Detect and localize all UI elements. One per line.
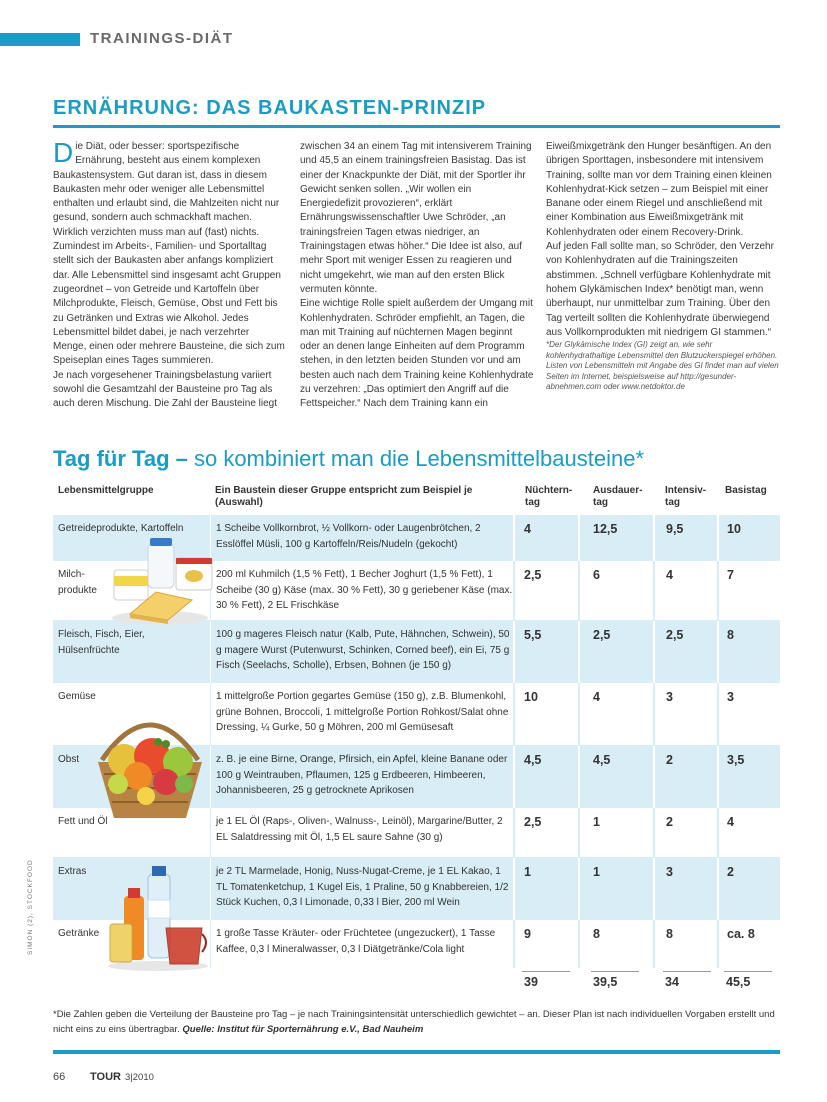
row-intensive-value: 8: [653, 920, 717, 968]
row-group: Extras: [58, 866, 87, 877]
row-fasting-value: 4,5: [513, 746, 578, 808]
row-intensive-value: 2: [653, 746, 717, 808]
row-group: Gemüse: [58, 691, 96, 702]
row-fasting-value: 10: [513, 683, 578, 745]
row-base-value: ca. 8: [717, 920, 780, 968]
section-label: TRAININGS-DIÄT: [90, 30, 234, 47]
article-column-1: [53, 137, 285, 412]
row-description: 200 ml Kuhmilch (1,5 % Fett), 1 Becher Joghurt (1,5 % Fett), 1 Scheibe (30 g) Käse (max. 30 % Fett), 30 g geriebener Käse (max. 30 % Fett), 2 EL Frischkäse: [210, 561, 513, 620]
header-fasting-day: Nüchtern-tag: [525, 485, 573, 508]
row-fasting-value: 9: [513, 920, 578, 968]
row-intensive-value: 2,5: [653, 621, 717, 683]
total-endurance: 39,5: [593, 975, 618, 989]
row-description: 1 große Tasse Kräuter- oder Früchtetee (ungezuckert), 1 Tasse Kaffee, 0,3 l Mineralwasser, 0,3 l Diätgetränke/Cola light: [210, 920, 513, 968]
header-group: Lebensmittelgruppe: [58, 485, 154, 496]
fruit-basket-image: [94, 700, 206, 828]
row-description: 1 Scheibe Vollkornbrot, ½ Vollkorn- oder Laugenbrötchen, 2 Esslöffel Müsli, 100 g Kartoffeln/Reis/Nudeln (gekocht): [210, 515, 513, 561]
beverages-image: [106, 860, 210, 972]
table-title-bold: Tag für Tag –: [53, 446, 188, 471]
row-intensive-value: 2: [653, 808, 717, 857]
article-paragraph: Eine wichtige Rolle spielt außerdem der Umgang mit Kohlenhydraten. Schröder empfiehlt, an Tagen, die man mit Training auf nüchternen Magen beginnt oder an denen lange Einheiten auf dem Programm stehen, in den letzten beiden Stunden vor und am besten auch nach dem Training keine Kohlenhydrate zu verzehren: „Das optimiert den Angriff auf die Fettspeicher.“ Nach dem Training kann ein: [300, 298, 534, 410]
row-endurance-value: 1: [578, 808, 653, 857]
row-intensive-value: 4: [653, 561, 717, 620]
table-footnote-source: Quelle: Institut für Sporternährung e.V., Bad Nauheim: [182, 1024, 424, 1035]
article-paragraph: zwischen 34 an einem Tag mit intensiverem Training und 45,5 an einem trainingsfreien Basistag. Das ist einer der Knackpunkte der Diät, mit der Sportler ihr Gewicht senken sollen. „Wir wollen ein Energiedefizit provozieren“, erklärt Ernährungswissenschaftler Uwe Schröder, „an trainingsfreien Tagen etwas niedriger, an Trainingstagen etwas höher.“ Die Idee ist also, auf mehr Sport mit weniger Essen zu reagieren und nicht umgekehrt, wie man auf den ersten Blick vermuten könnte.: [300, 141, 532, 295]
row-endurance-value: 2,5: [578, 621, 653, 683]
row-endurance-value: 6: [578, 561, 653, 620]
row-base-value: 2: [717, 858, 780, 920]
total-intensive: 34: [665, 975, 679, 989]
glycemic-index-footnote: *Der Glykämische Index (GI) zeigt an, wie sehr kohlenhydrathaltige Lebensmittel den Blutzuckerspiegel erhöhen. Listen von Lebensmitteln mit Angabe des GI findet man auf vielen Seiten im Internet, beispielsweise auf http://gesunder-abnehmen.com oder www.netdoktor.de: [546, 340, 779, 392]
magazine-name: TOUR: [90, 1071, 121, 1083]
row-fasting-value: 4: [513, 515, 578, 561]
row-group: Obst: [58, 754, 80, 765]
row-base-value: 3: [717, 683, 780, 745]
total-base: 45,5: [726, 975, 751, 989]
bottom-rule: [53, 1050, 780, 1054]
page-number: 66: [53, 1071, 66, 1083]
row-description: 1 mittelgroße Portion gegartes Gemüse (150 g), z.B. Blumenkohl, grüne Bohnen, Broccoli, 1 mittelgroße Portion Rohkost/Salat ohne Dressing, ¼ Gurke, 50 g Möhren, 200 ml Gemüsesaft: [210, 683, 513, 745]
row-endurance-value: 1: [578, 858, 653, 920]
total-rule: [522, 971, 570, 972]
photo-credit: SIMON (2), STOCKFOOD: [27, 859, 34, 955]
row-base-value: 7: [717, 561, 780, 620]
row-intensive-value: 9,5: [653, 515, 717, 561]
row-fasting-value: 2,5: [513, 561, 578, 620]
header-base-day: Basistag: [725, 485, 767, 496]
magazine-issue: 3|2010: [125, 1072, 154, 1083]
row-description: z. B. je eine Birne, Orange, Pfirsich, ein Apfel, kleine Banane oder 100 g Weintrauben, Pflaumen, 125 g Erdbeeren, Himbeeren, Johannisbeeren, 25 g getrocknete Aprikosen: [210, 746, 513, 808]
row-group: Getränke: [58, 928, 100, 939]
row-description: 100 g mageres Fleisch natur (Kalb, Pute, Hähnchen, Schwein), 50 g magere Wurst (Putenwurst, Schinken, Corned beef), ein Ei, 75 g Fisch (Seelachs, Scholle), Erbsen, Bohnen (je 150 g): [210, 621, 513, 683]
row-base-value: 8: [717, 621, 780, 683]
article-column-3: [546, 140, 780, 393]
article-paragraph: Auf jeden Fall sollte man, so Schröder, den Verzehr von Kohlenhydraten auf die Trainingszeiten abstimmen. „Schnell verfügbare Kohlenhydrate mit hohem Glykämischen Index* benötigt man, wenn überhaupt, nur unmittelbar zum Training. Über den Tag verteilt sollten die Kohlenhydrate überwiegend aus Vollkornprodukten mit niedrigem GI stammen.“: [546, 241, 774, 338]
header-intensive-day: Intensiv-tag: [665, 485, 707, 508]
row-endurance-value: 8: [578, 920, 653, 968]
total-rule: [591, 971, 639, 972]
article-headline: ERNÄHRUNG: DAS BAUKASTEN-PRINZIP: [53, 97, 487, 119]
header-endurance-day: Ausdauer-tag: [593, 485, 643, 508]
total-rule: [724, 971, 772, 972]
row-group: Milch-produkte: [58, 569, 97, 596]
table-footnote: [53, 1007, 780, 1037]
row-group: Fett und Öl: [58, 816, 108, 827]
total-rule: [663, 971, 711, 972]
dairy-products-image: [110, 536, 215, 626]
article-column-2: [300, 140, 534, 412]
table-row: [53, 621, 780, 683]
row-group: Fleisch, Fisch, Eier, Hülsenfrüchte: [58, 629, 145, 656]
section-color-bar: [0, 33, 80, 46]
row-endurance-value: 12,5: [578, 515, 653, 561]
row-base-value: 10: [717, 515, 780, 561]
row-description: je 1 EL Öl (Raps-, Oliven-, Walnuss-, Leinöl), Margarine/Butter, 2 EL Salatdressing mit Öl, 1,5 EL saure Sahne (30 g): [210, 808, 513, 857]
table-footnote-text: *Die Zahlen geben die Verteilung der Bausteine pro Tag – je nach Trainingsintensität unterschiedlich gewichtet – an. Dieser Plan ist nach individuellen Vorgaben erstellt und nicht eins zu eins übertragbar.: [53, 1009, 775, 1035]
row-group: Getreideprodukte, Kartoffeln: [58, 523, 184, 534]
row-fasting-value: 5,5: [513, 621, 578, 683]
row-base-value: 3,5: [717, 746, 780, 808]
article-paragraph: ie Diät, oder besser: sportspezifische Ernährung, besteht aus einem komplexen Baukastensystem. Gut daran ist, dass in diesem Baukasten mehr oder weniger alle Lebensmittel enthalten und erlaubt sind, die Mahlzeiten nicht nur gesund, sondern auch schmackhaft machen. Wirklich verzichten muss man auf (fast) nichts. Zumindest im Arbeits-, Familien- und Sportalltag stellt sich der Baukasten aber anfangs kompliziert dar. Alle Lebensmittel sind insgesamt acht Gruppen zugeordnet – von Getreide und Kartoffeln über Milchprodukte, Fleisch, Gemüse, Obst und Fett bis zu Getränken und Extras wie Alkohol. Jedes Lebensmittel bildet dabei, je nach verzehrter Menge, einen oder mehrere Bausteine, die sich zum Speiseplan eines Tages summieren.: [53, 141, 285, 367]
article-paragraph: Eiweißmixgetränk den Hunger besänftigen. An den übrigen Sporttagen, insbesondere mit intensivem Training, sollte man vor dem Training einen kleinen Kohlenhydrat-Kick setzen – zum Beispiel mit einer Banane oder einem Riegel und anschließend mit einer Kombination aus Eiweißmixgetränk mit Kohlenhydraten oder einem Recovery-Drink.: [546, 141, 772, 238]
row-intensive-value: 3: [653, 683, 717, 745]
row-description: je 2 TL Marmelade, Honig, Nuss-Nugat-Creme, je 1 EL Kakao, 1 TL Tomatenketchup, 1 Kugel Eis, 1 Praline, 50 g Knabbereien, 1/2 Stück Kuchen, 0,3 l Limonade, 0,33 l Bier, 200 ml Wein: [210, 858, 513, 920]
article-paragraph: Je nach vorgesehener Trainingsbelastung variiert sowohl die Gesamtzahl der Bausteine pro Tag als auch deren Mischung. Die Zahl der Bausteine liegt: [53, 369, 278, 410]
row-fasting-value: 1: [513, 858, 578, 920]
row-endurance-value: 4,5: [578, 746, 653, 808]
row-intensive-value: 3: [653, 858, 717, 920]
row-endurance-value: 4: [578, 683, 653, 745]
drop-cap: D: [53, 137, 74, 168]
table-title: [53, 446, 644, 472]
headline-rule: [53, 125, 780, 128]
table-title-rest: so kombiniert man die Lebensmittelbausteine*: [187, 446, 645, 471]
row-base-value: 4: [717, 808, 780, 857]
header-description: Ein Baustein dieser Gruppe entspricht zum Beispiel je (Auswahl): [215, 485, 473, 508]
row-fasting-value: 2,5: [513, 808, 578, 857]
table-header: [53, 481, 780, 515]
total-fasting: 39: [524, 975, 538, 989]
